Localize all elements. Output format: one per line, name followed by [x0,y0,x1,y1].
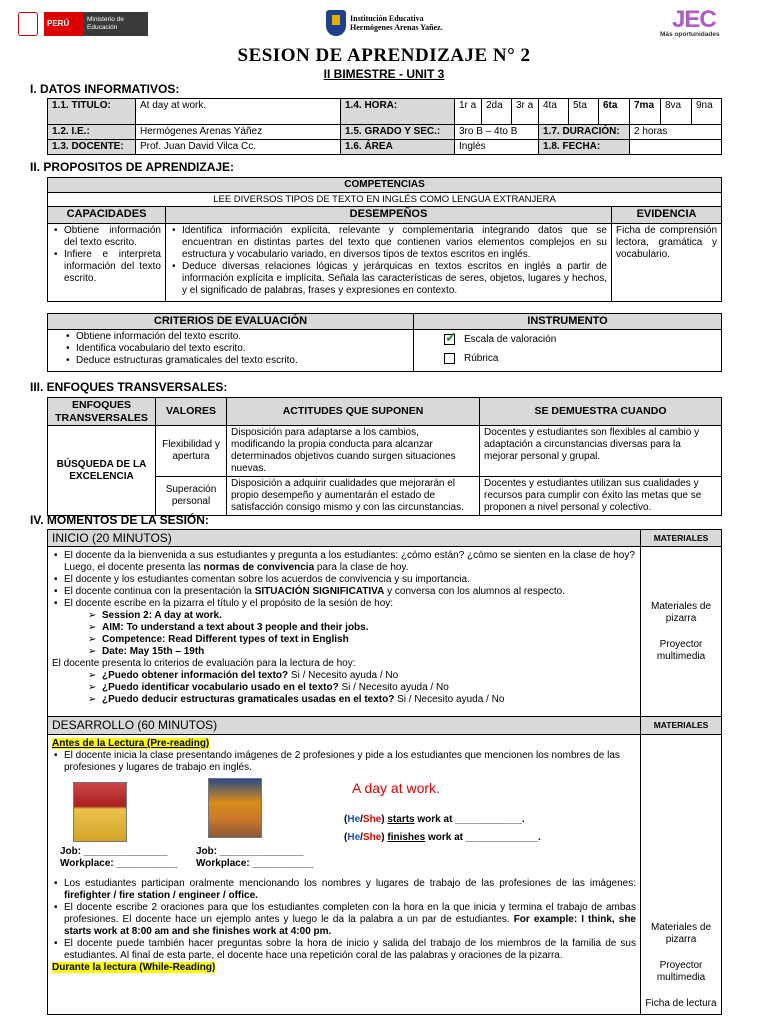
list-item: • Infiere e interpreta información del texto escrito. [52,249,161,285]
fecha-value [630,140,722,155]
materiales-header: MATERIALES [641,717,722,734]
list-item: • Identifica información explícita, relevante y complementaria integrando datos que se encuentran en distintas partes del texto que contienen varios elementos complejos en su estructura y vocabulario variado, en diversos tipos de textos escritos en inglés. [170,225,607,261]
hour-cell: 2da [482,99,512,125]
list-item: ➢ Date: May 15th – 19th [88,646,636,658]
enfoques-table [47,397,721,516]
list-item: • El docente continua con la presentación la SITUACIÓN SIGNIFICATIVA y conversa con los alumnos al respecto. [52,586,636,598]
instrumento-option [444,353,717,367]
list-item: • El docente escribe en la pizarra el título y el propósito de la sesión de hoy: [52,598,636,610]
criterios-table [47,313,721,372]
jec-logo [660,6,760,40]
titulo-value: At day at work. [136,99,341,125]
section-propositos-title: II. PROPOSITOS DE APRENDIZAJE: [30,160,235,174]
demuestra-cell: Docentes y estudiantes utilizan sus cualidades y recursos para cumplir con éxito las metas que se proponen a nivel personal y colectivo. [480,477,722,516]
capacidades-cell [48,223,166,301]
list-item: • Identifica vocabulario del texto escrito. [64,343,409,355]
school-name-line1: Institución Educativa [350,14,424,23]
list-item: ➢ ¿Puedo deducir estructuras gramaticales usadas en el texto? Si / Necesito ayuda / No [88,694,636,706]
duracion-label: 1.7. DURACIÓN: [539,125,630,140]
hour-cell: 4ta [539,99,569,125]
inicio-content [48,547,641,717]
antes-label: Antes de la Lectura (Pre-reading) [52,737,210,749]
shield-icon [18,12,38,36]
ie-label: 1.2. I.E.: [48,125,136,140]
titulo-label: 1.1. TITULO: [48,99,136,125]
job-blank[interactable]: Job: _______________ [196,845,304,857]
jec-wordmark: JEC [672,6,716,33]
list-item: • El docente y los estudiantes comentan sobre los acuerdos de convivencia y su importancia. [52,574,636,586]
checkbox-icon[interactable] [444,353,455,364]
grado-label: 1.5. GRADO Y SEC.: [341,125,455,140]
section-enfoques-title: III. ENFOQUES TRANSVERSALES: [30,380,228,394]
hora-label: 1.4. HORA: [341,99,455,125]
demuestra-header: SE DEMUESTRA CUANDO [480,398,722,426]
school-crest-icon [326,10,346,36]
demuestra-cell: Docentes y estudiantes son flexibles al cambio y adaptación a circunstancias diversas para la mejorar personal y grupal. [480,426,722,477]
activity-title: A day at work. [352,779,440,796]
desarrollo-header: DESARROLLO (60 MINUTOS) [48,717,641,734]
competencias-header: COMPETENCIAS [48,178,722,193]
workplace-blank[interactable]: Workplace: ___________ [60,857,178,869]
enfoque-name: BÚSQUEDA DE LA EXCELENCIA [48,426,156,516]
area-value: Inglés [455,140,539,155]
evidencia-cell: Ficha de comprensión lectora, gramática y vocabulario. [612,223,722,301]
duracion-value: 2 horas [630,125,722,140]
list-item: • El docente da la bienvenida a sus estudiantes y pregunta a los estudiantes: ¿cómo están? ¿cómo se sienten en la clase de hoy? Luego, el docente presenta las normas de convivencia para la clase de hoy. [52,550,636,574]
jec-tagline: Más oportunidades [660,31,720,38]
engineer-image [208,778,262,838]
instrumento-header: INSTRUMENTO [414,314,722,330]
hour-cell-selected: 7ma [630,99,661,125]
instrumento-label: Rúbrica [464,353,499,365]
desarrollo-materiales [641,734,722,1014]
sentence-finishes: (He/She) finishes work at _____________. [344,831,541,843]
hour-cell: 1r a [455,99,482,125]
list-item: • Obtiene información del texto escrito. [52,225,161,249]
school-logo [326,10,466,40]
competencias-table [47,177,721,302]
evidencia-header: EVIDENCIA [612,207,722,223]
material-item: Materiales de pizarra [650,921,712,945]
sentence-starts: (He/She) starts work at ____________. [344,813,525,825]
capacidades-header: CAPACIDADES [48,207,166,223]
actitud-cell: Disposición a adquirir cualidades que mejorarán el propio desempeño y aumentarán el estado de satisfacción consigo mismo y con las circunstancias. [227,477,480,516]
section-datos-title: I. DATOS INFORMATIVOS: [30,82,180,96]
grado-value: 3ro B – 4to B [455,125,539,140]
school-name-line2: Hermógenes Arenas Yañez. [350,23,443,33]
page-subtitle: II BIMESTRE - UNIT 3 [323,67,445,81]
hour-cell: 3r a [512,99,539,125]
hour-cell: 9na [692,99,722,125]
ie-value: Hermógenes Arenas Yáñez [136,125,341,140]
list-item: • El docente inicia la clase presentando imágenes de 2 profesiones y pide a los estudiantes que mencionen los nombres de las profesiones y lugares de trabajo en inglés. [52,750,636,774]
page-title: SESION DE APRENDIZAJE N° 2 [237,45,531,66]
firefighter-image [73,782,127,842]
list-item: • Los estudiantes participan oralmente mencionando los nombres y lugares de trabajo de las profesiones de las imágenes: firefighter / fire station / engineer / office. [52,878,636,902]
valor-cell: Superación personal [156,477,227,516]
workplace-blank[interactable]: Workplace: ___________ [196,857,314,869]
hour-cell: 5ta [569,99,599,125]
desempenos-header: DESEMPEÑOS [166,207,612,223]
inicio-materiales [641,547,722,717]
ministry-label: Ministerio de Educación [84,12,148,36]
ministry-logo [18,10,168,40]
desempenos-cell [166,223,612,301]
durante-label: Durante la lectura (While-Reading) [52,961,216,973]
valor-cell: Flexibilidad y apertura [156,426,227,477]
activity-area [52,774,636,878]
list-item: • El docente puede también hacer preguntas sobre la hora de inicio y salida del trabajo de los miembros de la familia de sus estudiantes. Al final de esta parte, el docente hace una repetición coral de las palabras y oraciones de la pizarra. [52,938,636,962]
criterios-intro: El docente presenta lo criterios de evaluación para la lectura de hoy: [52,658,356,670]
list-item: ➢ ¿Puedo identificar vocabulario usado en el texto? Si / Necesito ayuda / No [88,682,636,694]
hour-cell: 8va [661,99,692,125]
actitud-cell: Disposición para adaptarse a los cambios, modificando la propia conducta para alcanzar determinados objetivos cuando surgen situaciones nuevas. [227,426,480,477]
criterios-cell [48,330,414,372]
datos-table [47,98,721,155]
materiales-header: MATERIALES [641,530,722,547]
inicio-header: INICIO (20 MINUTOS) [48,530,641,547]
valores-header: VALORES [156,398,227,426]
peru-badge: PERÚ [44,12,84,36]
docente-value: Prof. Juan David Vilca Cc. [136,140,341,155]
material-item: Proyector multimedia [656,959,706,983]
list-item: • El docente escribe 2 oraciones para que los estudiantes completen con la hora en la que inicia y termina el trabajo de ambas profesiones. El docente hace un ejemplo antes y luego le da la palabra a un par de estudiantes. For example: I think, she starts work at 8:00 am and she finishes work at 4:00 pm. [52,902,636,938]
fecha-label: 1.8. FECHA: [539,140,630,155]
area-label: 1.6. ÁREA [341,140,455,155]
instrumento-cell [414,330,722,372]
momentos-table [47,529,721,1015]
list-item: ➢ Competence: Read Different types of text in English [88,634,636,646]
material-item: Proyector multimedia [656,638,706,662]
section-momentos-title: IV. MOMENTOS DE LA SESIÓN: [30,513,209,527]
list-item: ➢ ¿Puedo obtener información del texto? Si / Necesito ayuda / No [88,670,636,682]
list-item: • Deduce estructuras gramaticales del texto escrito. [64,355,409,367]
actitudes-header: ACTITUDES QUE SUPONEN [227,398,480,426]
material-item: Materiales de pizarra [650,600,712,624]
list-item: ➢ Session 2: A day at work. [88,610,636,622]
checkmark-icon: ✓ [445,329,457,346]
list-item: ➢ AIM: To understand a text about 3 people and their jobs. [88,622,636,634]
instrumento-label: Escala de valoración [464,334,557,346]
list-item: • Deduce diversas relaciones lógicas y jerárquicas en textos escritos en inglés a partir de información explícita e implícita. Señala las características de seres, objetos, lugares y hechos, y el significado de palabras, frases y expresiones en contexto. [170,261,607,297]
job-blank[interactable]: Job: _______________ [60,845,168,857]
list-item: • Obtiene información del texto escrito. [64,331,409,343]
instrumento-option [444,329,717,353]
criterios-header: CRITERIOS DE EVALUACIÓN [48,314,414,330]
competencia-text: LEE DIVERSOS TIPOS DE TEXTO EN INGLÉS COMO LENGUA EXTRANJERA [48,193,722,207]
desarrollo-content [48,734,641,1014]
docente-label: 1.3. DOCENTE: [48,140,136,155]
material-item: Ficha de lectura [645,997,717,1009]
hour-cell-selected: 6ta [599,99,630,125]
enfoques-header: ENFOQUES TRANSVERSALES [48,398,156,426]
